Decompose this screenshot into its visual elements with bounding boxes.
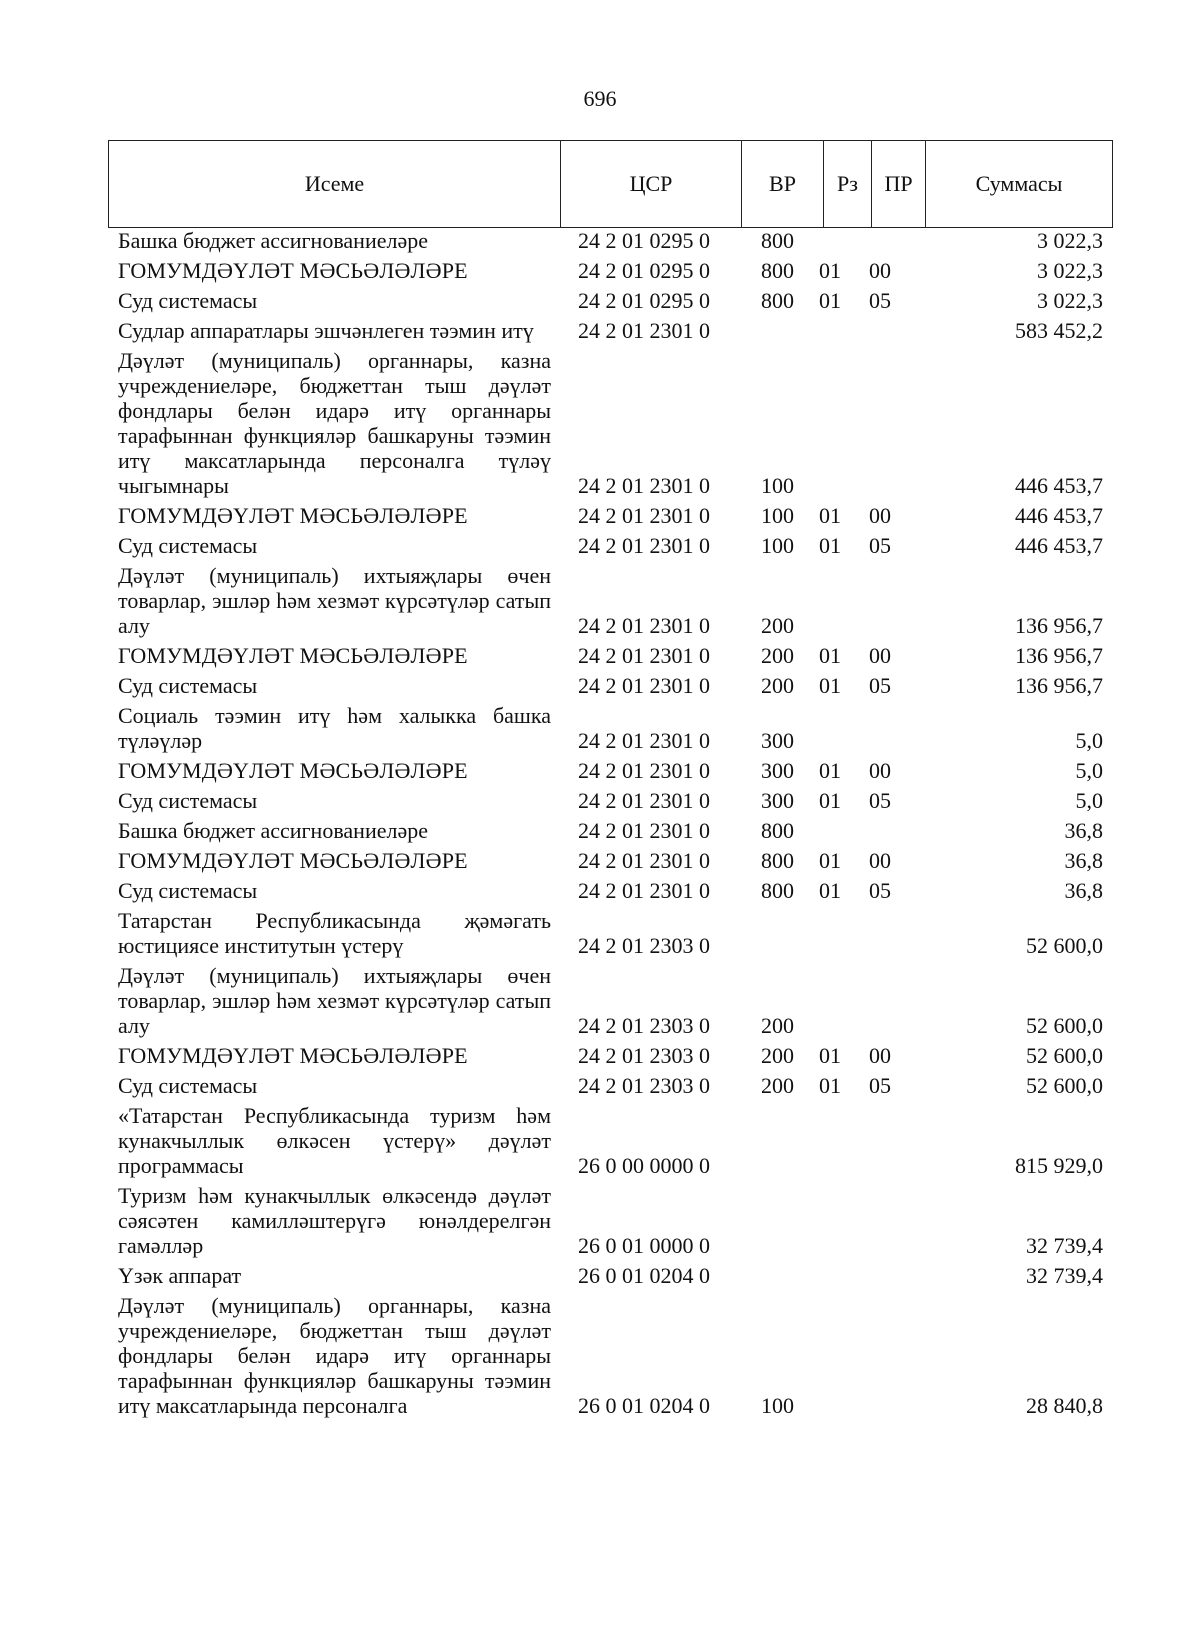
row-name: Дәүләт (муниципаль) органнары, казна учреждениеләре, бюджеттан тыш дәүләт фондлары белән идарә итү органнары тарафыннан функцияләр башкаруны тәэмин итү максатларында персоналга <box>118 1293 551 1418</box>
row-sum: 3 022,3 <box>1037 288 1103 313</box>
row-pr: 00 <box>869 503 891 528</box>
row-sum: 446 453,7 <box>1015 503 1103 528</box>
row-name: Суд системасы <box>118 288 258 313</box>
row-name: Суд системасы <box>118 673 258 698</box>
row-name: ГОМУМДӘҮЛӘТ МӘСЬӘЛӘЛӘРЕ <box>118 1043 468 1068</box>
row-name: Социаль тәэмин итү һәм халыкка башка түләүләр <box>118 703 551 753</box>
row-csr: 24 2 01 2303 0 <box>578 1073 710 1098</box>
column-header-sum: Суммасы <box>926 141 1113 228</box>
row-name: «Татарстан Республикасында туризм һәм кунакчыллык өлкәсен үстерү» дәүләт программасы <box>118 1103 551 1178</box>
row-name: Дәүләт (муниципаль) ихтыяҗлары өчен товарлар, эшләр һәм хезмәт күрсәтүләр сатып алу <box>118 563 551 638</box>
table-row <box>118 788 1103 818</box>
row-rz: 01 <box>819 258 841 283</box>
row-rz: 01 <box>819 878 841 903</box>
column-header-csr: ЦСР <box>561 141 742 228</box>
table-row <box>118 818 1103 848</box>
table-row <box>118 1183 1103 1263</box>
row-name: Башка бюджет ассигнованиеләре <box>118 228 428 253</box>
row-sum: 3 022,3 <box>1037 228 1103 253</box>
row-pr: 00 <box>869 258 891 283</box>
table-row <box>118 1043 1103 1073</box>
row-rz: 01 <box>819 1043 841 1068</box>
row-name: Суд системасы <box>118 533 258 558</box>
table-row <box>118 848 1103 878</box>
row-csr: 24 2 01 2303 0 <box>578 933 710 958</box>
row-vr: 100 <box>761 1393 794 1418</box>
row-vr: 300 <box>761 788 794 813</box>
row-rz: 01 <box>819 503 841 528</box>
row-sum: 36,8 <box>1064 878 1103 903</box>
row-csr: 26 0 00 0000 0 <box>578 1153 710 1178</box>
row-name: ГОМУМДӘҮЛӘТ МӘСЬӘЛӘЛӘРЕ <box>118 258 468 283</box>
row-vr: 300 <box>761 728 794 753</box>
row-sum: 36,8 <box>1064 848 1103 873</box>
row-vr: 100 <box>761 533 794 558</box>
row-rz: 01 <box>819 1073 841 1098</box>
row-sum: 32 739,4 <box>1026 1233 1103 1258</box>
row-rz: 01 <box>819 643 841 668</box>
row-rz: 01 <box>819 788 841 813</box>
row-name: Татарстан Республикасында җәмәгать юстициясе институтын үстерү <box>118 908 551 958</box>
row-csr: 24 2 01 2301 0 <box>578 613 710 638</box>
row-csr: 24 2 01 2301 0 <box>578 643 710 668</box>
row-vr: 800 <box>761 878 794 903</box>
row-name: Суд системасы <box>118 1073 258 1098</box>
row-vr: 200 <box>761 673 794 698</box>
row-sum: 136 956,7 <box>1015 643 1103 668</box>
row-name: Судлар аппаратлары эшчәнлеген тәэмин итү <box>118 318 534 343</box>
row-rz: 01 <box>819 758 841 783</box>
row-pr: 00 <box>869 643 891 668</box>
table-row <box>118 563 1103 643</box>
row-csr: 24 2 01 2301 0 <box>578 673 710 698</box>
row-vr: 200 <box>761 643 794 668</box>
row-vr: 100 <box>761 503 794 528</box>
row-vr: 800 <box>761 258 794 283</box>
row-csr: 24 2 01 2301 0 <box>578 788 710 813</box>
row-sum: 5,0 <box>1075 758 1103 783</box>
row-sum: 136 956,7 <box>1015 613 1103 638</box>
table-row <box>118 228 1103 258</box>
row-name: ГОМУМДӘҮЛӘТ МӘСЬӘЛӘЛӘРЕ <box>118 758 468 783</box>
row-name: Суд системасы <box>118 878 258 903</box>
row-vr: 200 <box>761 613 794 638</box>
row-vr: 100 <box>761 473 794 498</box>
table-row <box>118 1073 1103 1103</box>
row-csr: 24 2 01 2303 0 <box>578 1043 710 1068</box>
row-sum: 5,0 <box>1075 788 1103 813</box>
row-csr: 26 0 01 0204 0 <box>578 1393 710 1418</box>
row-csr: 24 2 01 2301 0 <box>578 758 710 783</box>
row-pr: 05 <box>869 1073 891 1098</box>
column-header-rz: Рз <box>824 141 872 228</box>
row-name: ГОМУМДӘҮЛӘТ МӘСЬӘЛӘЛӘРЕ <box>118 848 468 873</box>
row-vr: 800 <box>761 228 794 253</box>
row-sum: 446 453,7 <box>1015 473 1103 498</box>
row-csr: 24 2 01 0295 0 <box>578 228 710 253</box>
table-row <box>118 503 1103 533</box>
row-name: Туризм һәм кунакчыллык өлкәсендә дәүләт сәясәтен камилләштерүгә юнәлдерелгән гамәлләр <box>118 1183 551 1258</box>
table-row <box>118 258 1103 288</box>
row-csr: 24 2 01 2301 0 <box>578 878 710 903</box>
row-vr: 200 <box>761 1043 794 1068</box>
column-header-name: Исеме <box>109 141 561 228</box>
row-rz: 01 <box>819 288 841 313</box>
table-row <box>118 963 1103 1043</box>
table-row <box>118 673 1103 703</box>
table-row <box>118 533 1103 563</box>
row-sum: 36,8 <box>1064 818 1103 843</box>
row-sum: 52 600,0 <box>1026 933 1103 958</box>
row-sum: 136 956,7 <box>1015 673 1103 698</box>
row-sum: 815 929,0 <box>1015 1153 1103 1178</box>
row-sum: 5,0 <box>1075 728 1103 753</box>
row-pr: 00 <box>869 1043 891 1068</box>
row-vr: 800 <box>761 818 794 843</box>
row-csr: 24 2 01 2301 0 <box>578 533 710 558</box>
row-vr: 200 <box>761 1073 794 1098</box>
row-name: ГОМУМДӘҮЛӘТ МӘСЬӘЛӘЛӘРЕ <box>118 643 468 668</box>
row-csr: 24 2 01 2301 0 <box>578 728 710 753</box>
row-name: Дәүләт (муниципаль) ихтыяҗлары өчен товарлар, эшләр һәм хезмәт күрсәтүләр сатып алу <box>118 963 551 1038</box>
row-pr: 05 <box>869 533 891 558</box>
table-row <box>118 908 1103 963</box>
row-pr: 00 <box>869 758 891 783</box>
row-sum: 446 453,7 <box>1015 533 1103 558</box>
row-name: Үзәк аппарат <box>118 1263 242 1288</box>
row-rz: 01 <box>819 673 841 698</box>
row-csr: 24 2 01 0295 0 <box>578 288 710 313</box>
table-row <box>118 758 1103 788</box>
row-csr: 24 2 01 2301 0 <box>578 503 710 528</box>
row-pr: 05 <box>869 288 891 313</box>
row-pr: 05 <box>869 673 891 698</box>
row-sum: 52 600,0 <box>1026 1043 1103 1068</box>
row-sum: 583 452,2 <box>1015 318 1103 343</box>
row-name: Башка бюджет ассигнованиеләре <box>118 818 428 843</box>
row-rz: 01 <box>819 533 841 558</box>
table-row <box>118 878 1103 908</box>
row-csr: 24 2 01 2301 0 <box>578 848 710 873</box>
row-vr: 800 <box>761 848 794 873</box>
table-row <box>118 1293 1103 1423</box>
row-pr: 00 <box>869 848 891 873</box>
row-csr: 24 2 01 2303 0 <box>578 1013 710 1038</box>
table-row <box>118 1263 1103 1293</box>
row-csr: 24 2 01 2301 0 <box>578 818 710 843</box>
row-sum: 32 739,4 <box>1026 1263 1103 1288</box>
row-sum: 52 600,0 <box>1026 1013 1103 1038</box>
table-body <box>118 228 1103 1423</box>
row-sum: 3 022,3 <box>1037 258 1103 283</box>
row-csr: 24 2 01 0295 0 <box>578 258 710 283</box>
table-header <box>108 140 1113 228</box>
row-csr: 26 0 01 0000 0 <box>578 1233 710 1258</box>
page-number: 696 <box>583 86 617 111</box>
table-row <box>118 703 1103 758</box>
table-row <box>118 348 1103 503</box>
row-pr: 05 <box>869 878 891 903</box>
table-row <box>118 1103 1103 1183</box>
row-pr: 05 <box>869 788 891 813</box>
row-csr: 24 2 01 2301 0 <box>578 318 710 343</box>
row-name: Суд системасы <box>118 788 258 813</box>
row-name: ГОМУМДӘҮЛӘТ МӘСЬӘЛӘЛӘРЕ <box>118 503 468 528</box>
row-rz: 01 <box>819 848 841 873</box>
table-row <box>118 288 1103 318</box>
table-row <box>118 643 1103 673</box>
row-sum: 28 840,8 <box>1026 1393 1103 1418</box>
row-vr: 800 <box>761 288 794 313</box>
row-csr: 24 2 01 2301 0 <box>578 473 710 498</box>
column-header-pr: ПР <box>872 141 926 228</box>
row-name: Дәүләт (муниципаль) органнары, казна учреждениеләре, бюджеттан тыш дәүләт фондлары белән идарә итү органнары тарафыннан функцияләр башкаруны тәэмин итү максатларында персоналга түләү чыгымнары <box>118 348 551 498</box>
row-csr: 26 0 01 0204 0 <box>578 1263 710 1288</box>
table-row <box>118 318 1103 348</box>
row-vr: 300 <box>761 758 794 783</box>
column-header-vr: ВР <box>742 141 824 228</box>
row-vr: 200 <box>761 1013 794 1038</box>
row-sum: 52 600,0 <box>1026 1073 1103 1098</box>
